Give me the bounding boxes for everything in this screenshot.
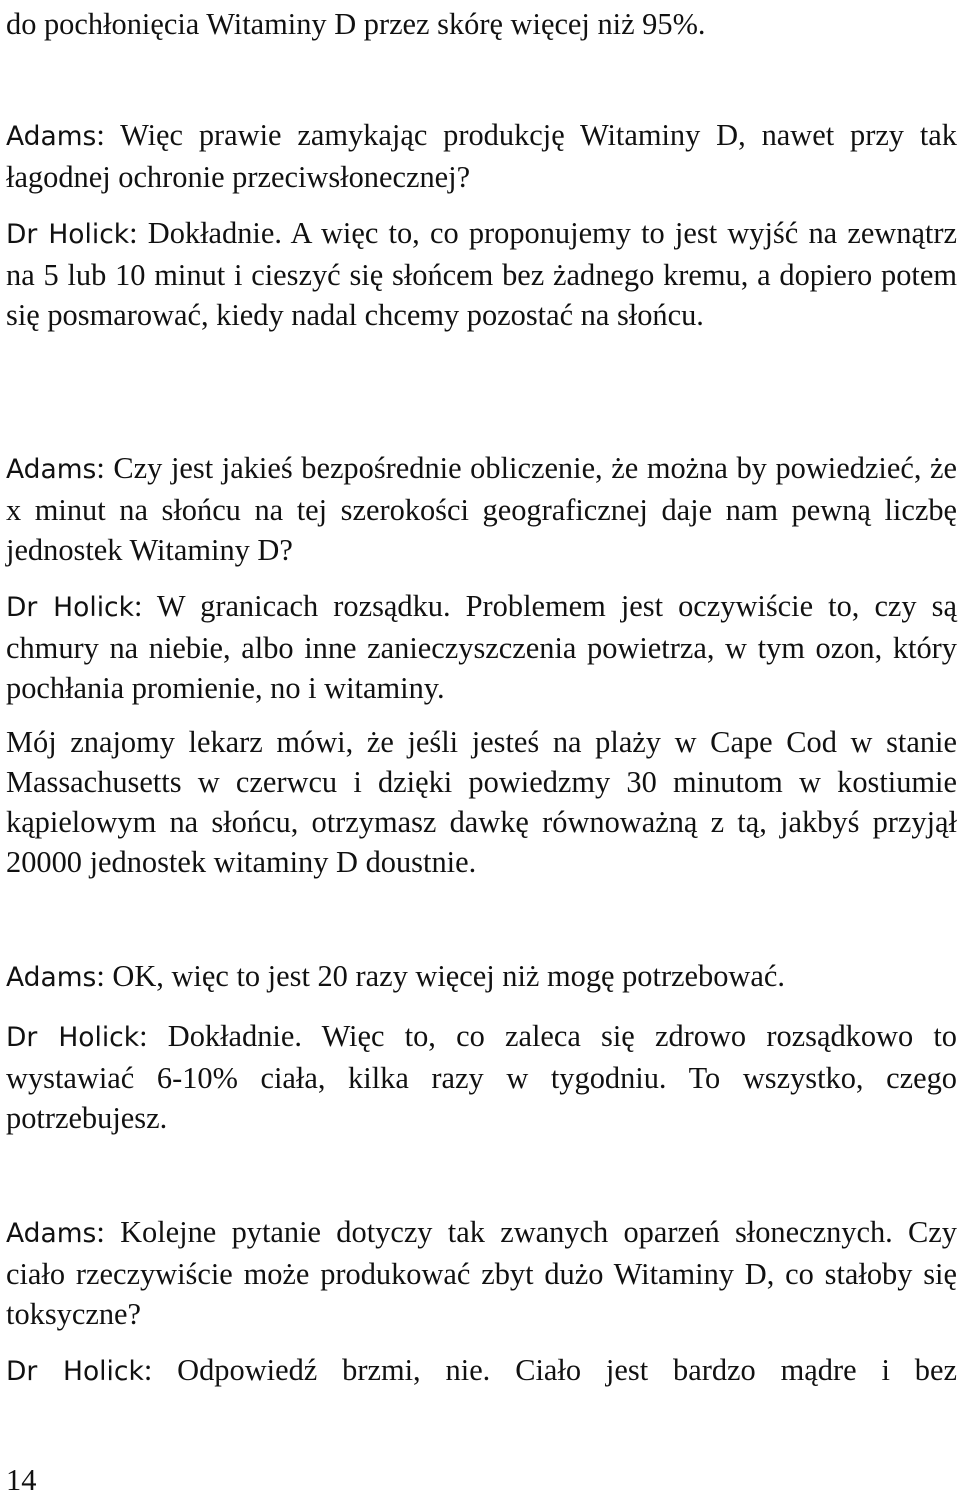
paragraph-adams-question-1 (6, 115, 957, 197)
speaker-name: Adams (6, 962, 97, 993)
paragraph-text: Dokładnie. Więc to, co zaleca się zdrowo rozsądkowo to wystawiać 6-10% ciała, kilka razy w tygodniu. To wszystko, czego potrzebujesz. (6, 1019, 957, 1135)
speaker-separator: : (139, 1019, 148, 1053)
paragraph-text: Czy jest jakieś bezpośrednie obliczenie, że można by powiedzieć, że x minut na słońcu na tej szerokości geograficznej daje nam pewną liczbę jednostek Witaminy D? (6, 451, 957, 567)
paragraph-text: Kolejne pytanie dotyczy tak zwanych oparzeń słonecznych. Czy ciało rzeczywiście może produkować zbyt dużo Witaminy D, co stałoby się toksyczne? (6, 1215, 957, 1331)
paragraph-adams-question-2 (6, 448, 957, 570)
paragraph-holick-continued (6, 722, 957, 882)
paragraph-holick-answer-4 (6, 1350, 957, 1392)
speaker-name: Dr Holick (6, 1356, 144, 1387)
speaker-separator: : (96, 1215, 105, 1249)
paragraph-adams-statement (6, 956, 957, 998)
paragraph-adams-question-3 (6, 1212, 957, 1334)
paragraph-continuation (6, 4, 957, 44)
paragraph-text: W granicach rozsądku. Problemem jest oczywiście to, czy są chmury na niebie, albo inne zanieczyszczenia powietrza, w tym ozon, który pochłania promienie, no i witaminy. (6, 589, 957, 705)
paragraph-holick-answer-2 (6, 586, 957, 708)
paragraph-text: OK, więc to jest 20 razy więcej niż mogę potrzebować. (104, 959, 785, 993)
speaker-name: Dr Holick (6, 1022, 140, 1053)
speaker-separator: : (96, 959, 105, 993)
speaker-name: Adams (6, 454, 97, 485)
paragraph-text: Mój znajomy lekarz mówi, że jeśli jesteś na plaży w Cape Cod w stanie Massachusetts w czerwcu i dzięki powiedzmy 30 minutom w kostiumie kąpielowym na słońcu, otrzymasz dawkę równoważną z tą, jakbyś przyjął 20000 jednostek witaminy D doustnie. (6, 725, 957, 879)
page-number: 14 (6, 1463, 37, 1497)
paragraph-text: Więc prawie zamykając produkcję Witaminy D, nawet przy tak łagodnej ochronie przeciwsłonecznej? (6, 118, 957, 194)
speaker-name: Dr Holick (6, 592, 134, 623)
speaker-separator: : (143, 1353, 153, 1387)
speaker-separator: : (133, 589, 143, 623)
paragraph-text: do pochłonięcia Witaminy D przez skórę więcej niż 95%. (6, 7, 706, 41)
speaker-name: Adams (6, 1218, 97, 1249)
speaker-separator: : (129, 216, 138, 250)
speaker-name: Dr Holick (6, 219, 130, 250)
paragraph-text: Odpowiedź brzmi, nie. Ciało jest bardzo mądre i bez (152, 1353, 957, 1387)
speaker-name: Adams (6, 121, 97, 152)
speaker-separator: : (96, 451, 105, 485)
paragraph-holick-answer-3 (6, 1016, 957, 1138)
speaker-separator: : (96, 118, 105, 152)
paragraph-text: Dokładnie. A więc to, co proponujemy to jest wyjść na zewnątrz na 5 lub 10 minut i cieszyć się słońcem bez żadnego kremu, a dopiero potem się posmarować, kiedy nadal chcemy pozostać na słońcu. (6, 216, 957, 332)
paragraph-holick-answer-1 (6, 213, 957, 335)
